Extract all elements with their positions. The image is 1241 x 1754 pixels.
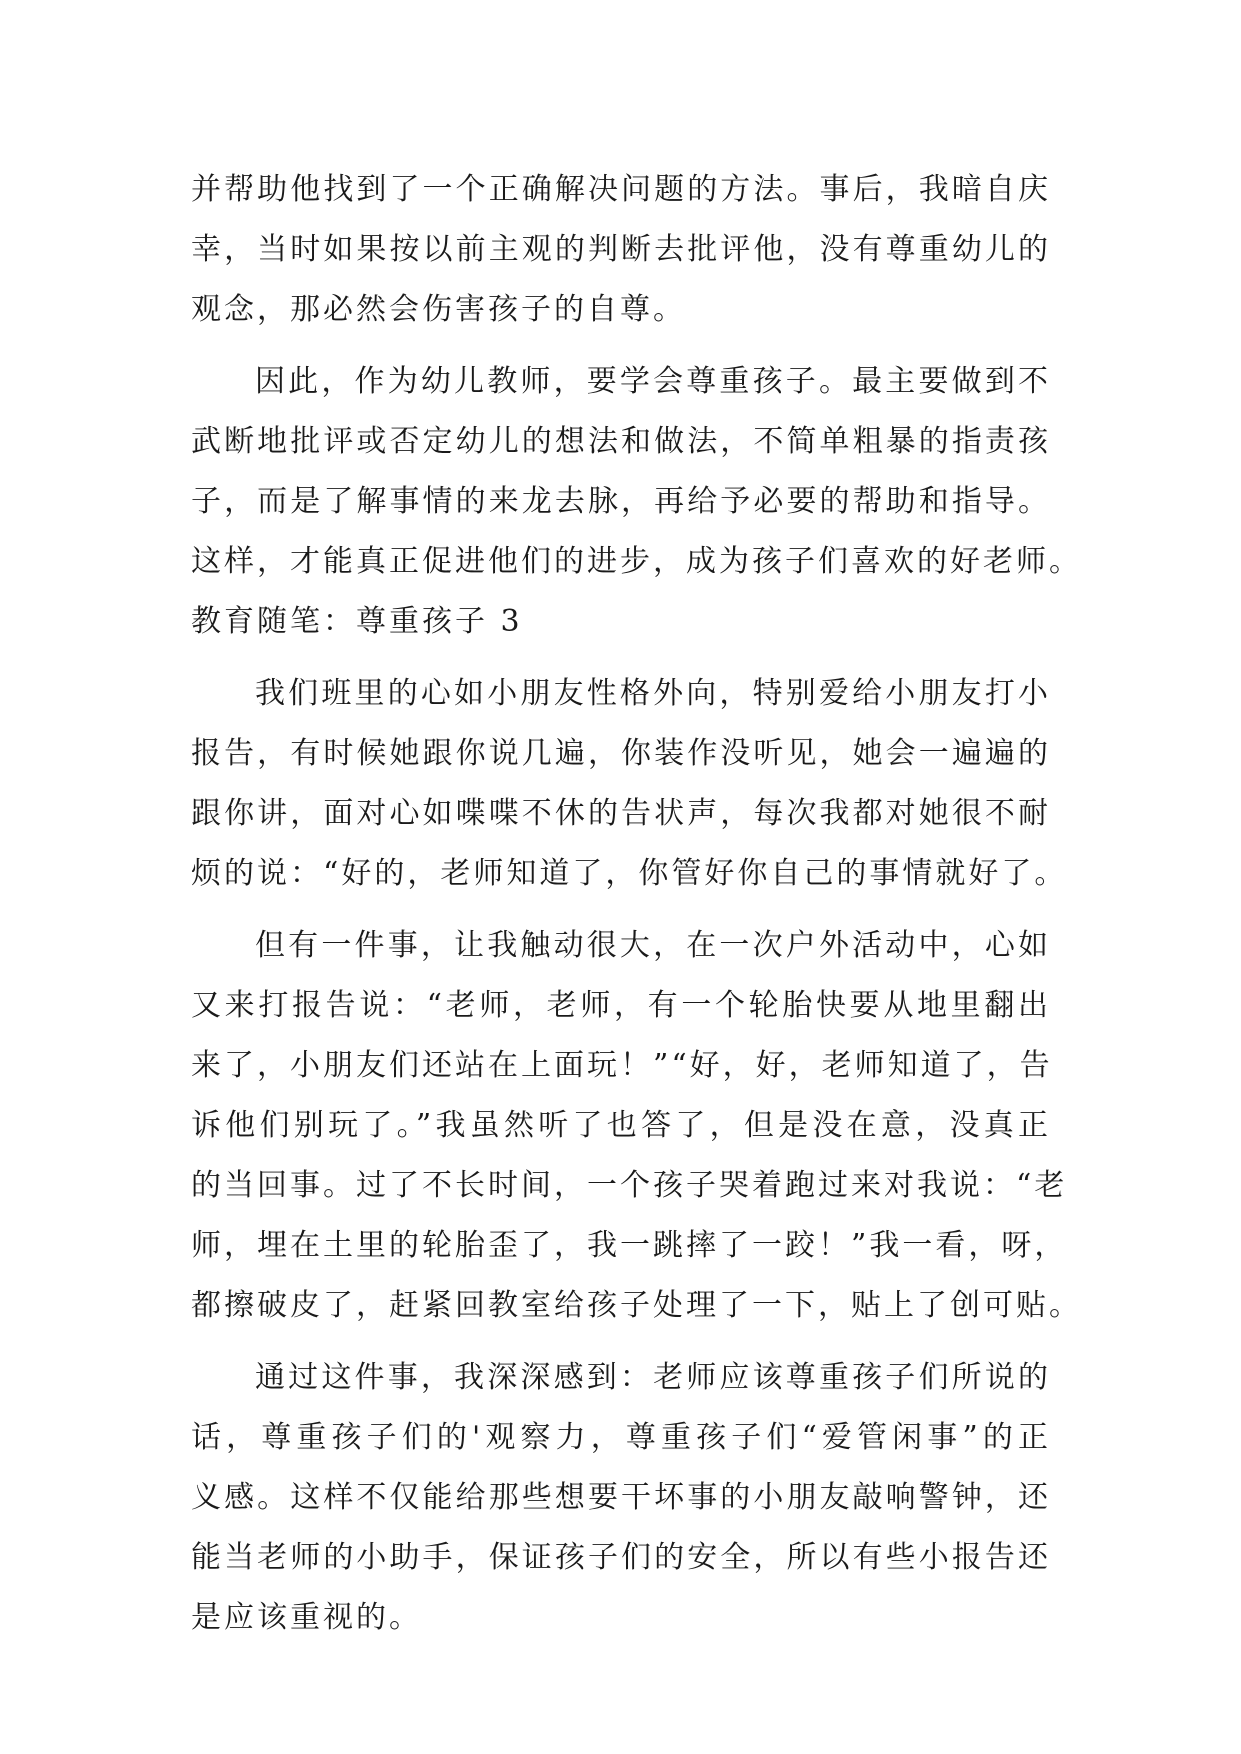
text-line: 又来打报告说：“老师，老师，有一个轮胎快要从地里翻出 xyxy=(191,988,1051,1023)
text-line: 的当回事。过了不长时间，一个孩子哭着跑过来对我说：“老 xyxy=(191,1168,1068,1203)
text-line: 能当老师的小助手，保证孩子们的安全，所以有些小报告还 xyxy=(191,1540,1051,1575)
text-line: 报告，有时候她跟你说几遍，你装作没听见，她会一遍遍的 xyxy=(191,736,1051,771)
text-line: 武断地批评或否定幼儿的想法和做法，不简单粗暴的指责孩 xyxy=(191,424,1051,459)
text-line: 都擦破皮了，赶紧回教室给孩子处理了一下，贴上了创可贴。 xyxy=(191,1288,1082,1323)
text-line: 话，尊重孩子们的'观察力，尊重孩子们“爱管闲事”的正 xyxy=(191,1420,1051,1455)
section-heading: 教育随笔：尊重孩子 3 xyxy=(191,604,523,639)
text-line: 跟你讲，面对心如喋喋不休的告状声，每次我都对她很不耐 xyxy=(191,796,1051,831)
text-line: 师，埋在土里的轮胎歪了，我一跳摔了一跤！”我一看，呀， xyxy=(191,1228,1068,1263)
text-line: 我们班里的心如小朋友性格外向，特别爱给小朋友打小 xyxy=(255,676,1051,711)
text-line: 通过这件事，我深深感到：老师应该尊重孩子们所说的 xyxy=(255,1360,1051,1395)
text-line: 子，而是了解事情的来龙去脉，再给予必要的帮助和指导。 xyxy=(191,484,1051,519)
text-line: 但有一件事，让我触动很大，在一次户外活动中，心如 xyxy=(255,928,1051,963)
text-line: 来了，小朋友们还站在上面玩！”“好，好，老师知道了，告 xyxy=(191,1048,1053,1083)
text-line: 是应该重视的。 xyxy=(191,1600,422,1635)
text-line: 因此，作为幼儿教师，要学会尊重孩子。最主要做到不 xyxy=(255,364,1051,399)
text-line: 这样，才能真正促进他们的进步，成为孩子们喜欢的好老师。 xyxy=(191,544,1082,579)
text-line: 诉他们别玩了。”我虽然听了也答了，但是没在意，没真正 xyxy=(191,1108,1051,1143)
text-line: 烦的说：“好的，老师知道了，你管好你自己的事情就好了。 xyxy=(191,856,1068,891)
text-line: 义感。这样不仅能给那些想要干坏事的小朋友敲响警钟，还 xyxy=(191,1480,1051,1515)
text-line: 观念，那必然会伤害孩子的自尊。 xyxy=(191,292,686,327)
text-line: 并帮助他找到了一个正确解决问题的方法。事后，我暗自庆 xyxy=(191,172,1051,207)
document-body xyxy=(191,160,1082,1648)
text-line: 幸，当时如果按以前主观的判断去批评他，没有尊重幼儿的 xyxy=(191,232,1051,267)
